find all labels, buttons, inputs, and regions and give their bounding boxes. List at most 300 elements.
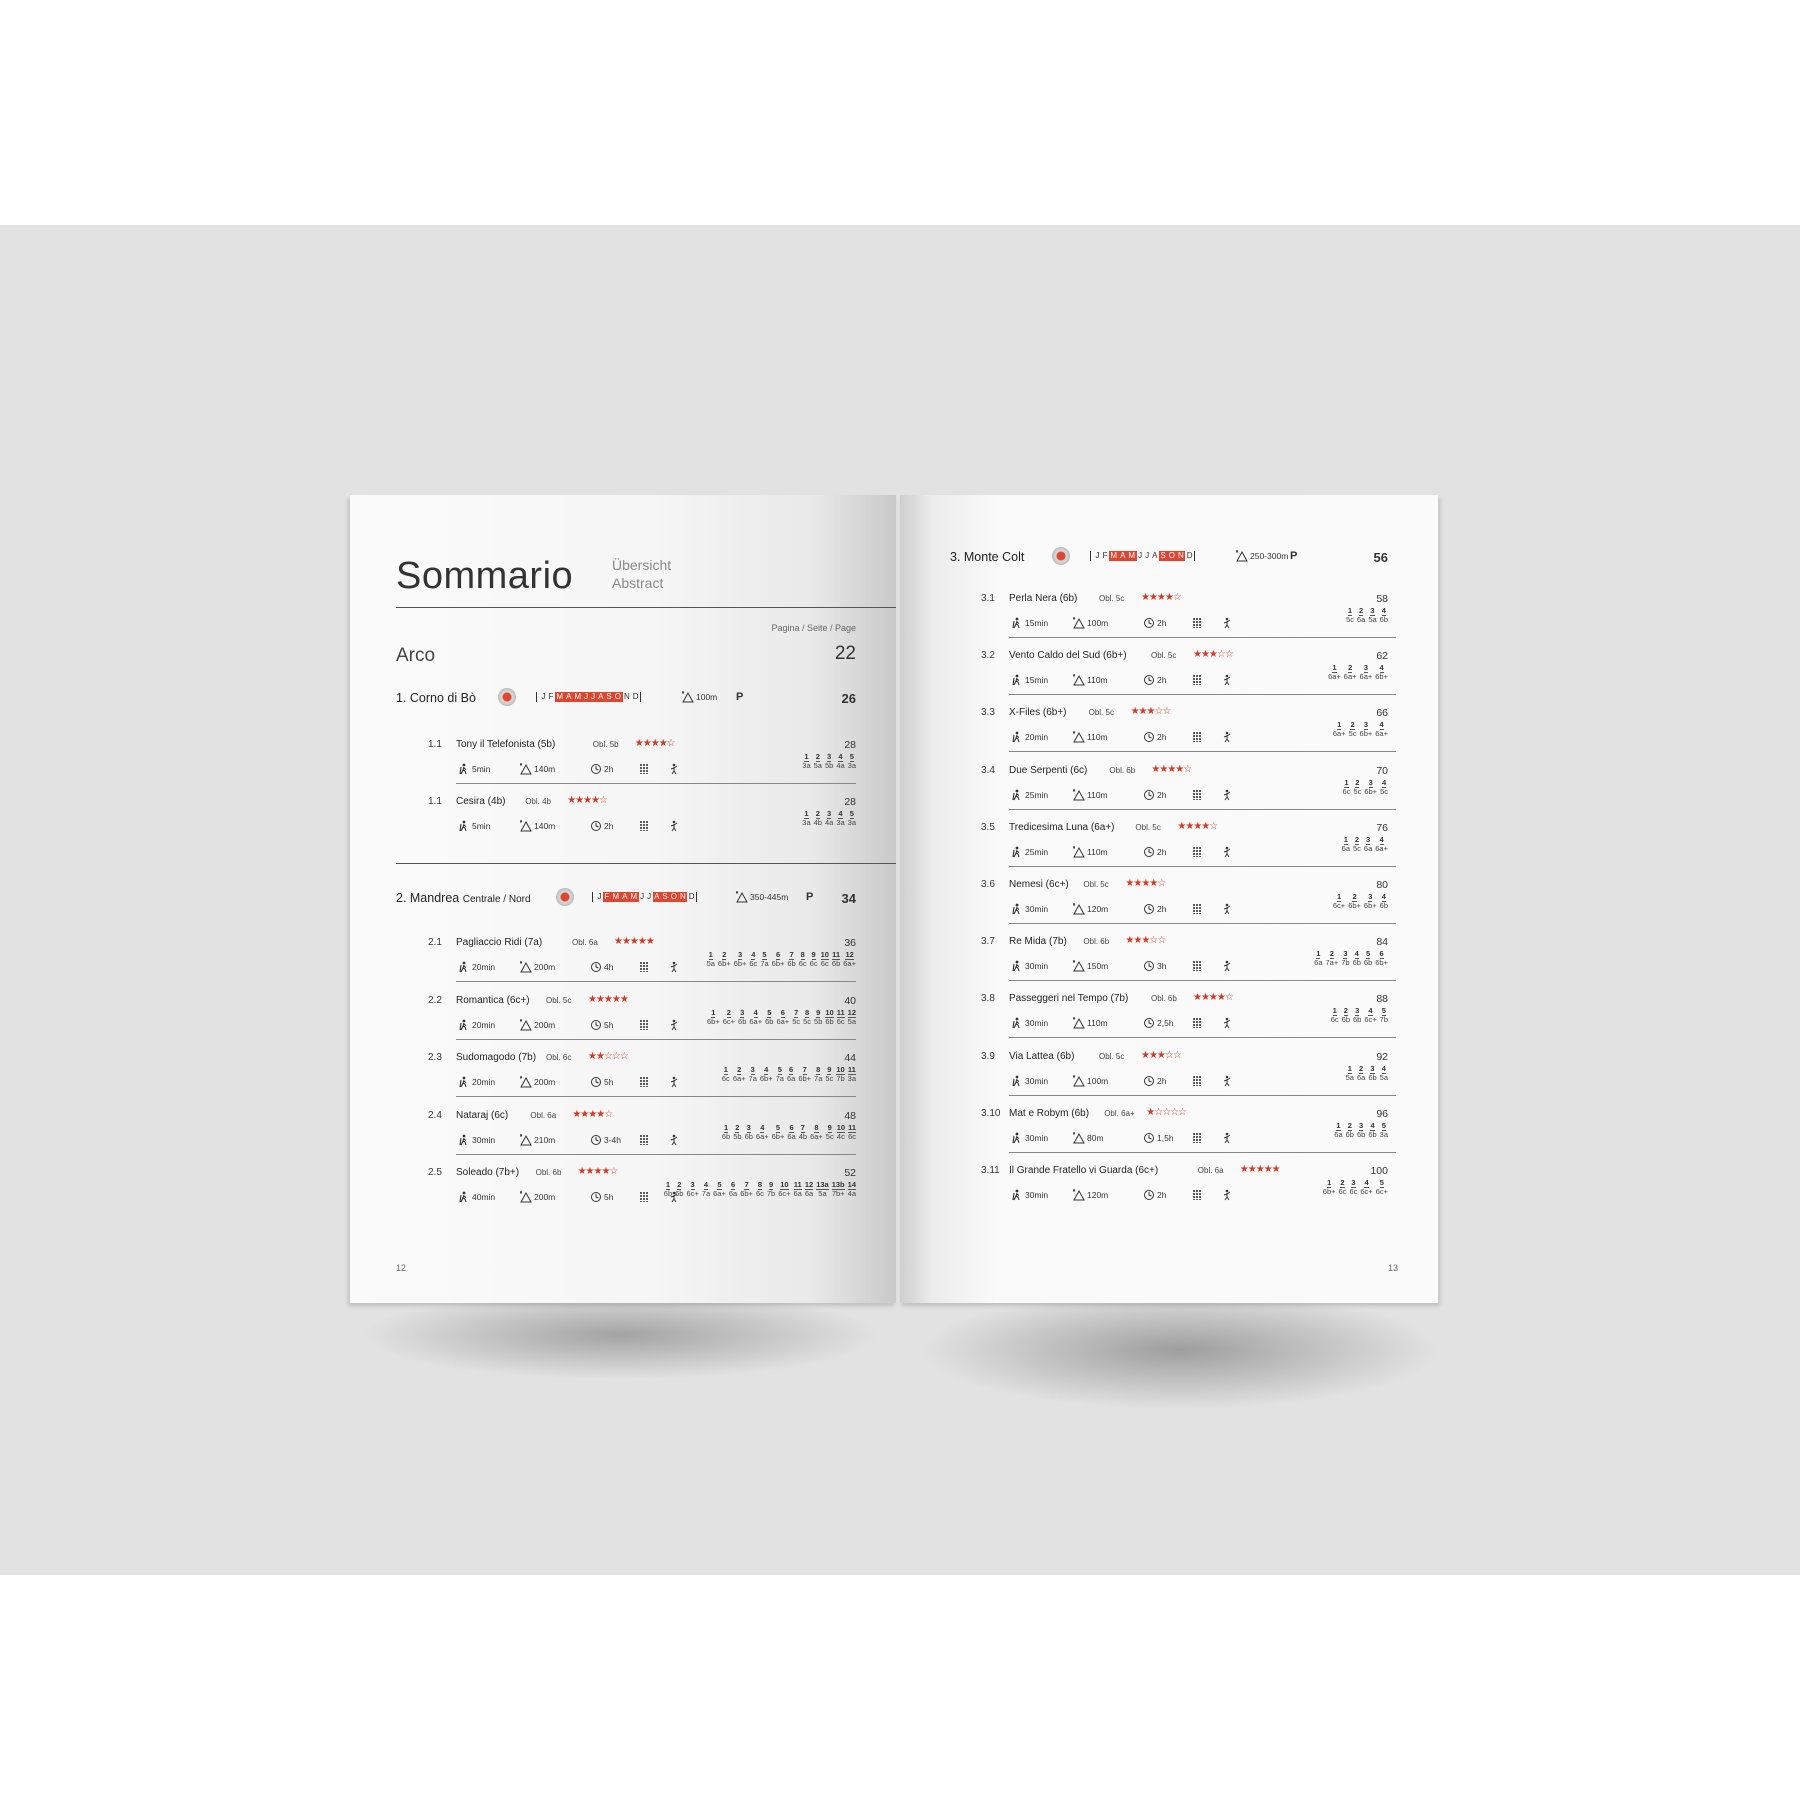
month-good: O bbox=[670, 892, 677, 901]
pitch-grades bbox=[1343, 779, 1389, 796]
pitch-grade bbox=[814, 1009, 822, 1026]
route-name: Via Lattea (6b) bbox=[1009, 1050, 1075, 1062]
route-name: Passeggeri nel Tempo (7b) bbox=[1009, 993, 1129, 1005]
pitch-difficulty: 5a bbox=[813, 761, 822, 770]
pitch-number: 11 bbox=[848, 1122, 856, 1132]
route-separator bbox=[1009, 694, 1396, 695]
pitch-difficulty: 6a bbox=[728, 1189, 738, 1198]
route-height-value: 200m bbox=[534, 1019, 556, 1030]
mandatory-grade: Obl. 5c bbox=[1099, 594, 1125, 603]
pitch-difficulty: 5c bbox=[1353, 843, 1361, 853]
climb-duration-stat bbox=[1143, 674, 1166, 686]
route-height-stat bbox=[1073, 617, 1108, 629]
hiker-icon bbox=[458, 1191, 470, 1203]
route-separator bbox=[1009, 923, 1396, 924]
route-page: 96 bbox=[1376, 1107, 1388, 1120]
wall-height-icon bbox=[1073, 789, 1085, 801]
clock-icon bbox=[1143, 789, 1155, 801]
pitch-grade bbox=[805, 1181, 813, 1198]
pitch-grade bbox=[848, 810, 856, 827]
climb-duration-value: 2h bbox=[1157, 904, 1167, 914]
route-height-stat bbox=[1073, 1017, 1108, 1029]
approach-time-value: 20min bbox=[472, 962, 496, 972]
pitch-difficulty: 5c bbox=[1380, 786, 1388, 796]
pitch-grade bbox=[794, 1181, 802, 1198]
pitch-difficulty: 7a bbox=[814, 1074, 823, 1083]
pitch-difficulty: 5c bbox=[825, 1131, 834, 1141]
pitch-difficulty: 6c bbox=[1330, 1015, 1339, 1025]
wall-height-icon bbox=[520, 961, 532, 973]
route-height-stat bbox=[1073, 674, 1108, 686]
route-height-value: 110m bbox=[1087, 732, 1108, 743]
pitch-number: 5 bbox=[717, 1180, 722, 1189]
route-number: 2.4 bbox=[428, 1109, 442, 1121]
pitch-number: 6 bbox=[780, 1007, 785, 1017]
pitch-difficulty: 6b bbox=[1341, 1015, 1350, 1025]
pitch-number: 6 bbox=[789, 1065, 794, 1074]
pitch-grade bbox=[1357, 607, 1365, 624]
area-name: Arco bbox=[396, 645, 436, 666]
pitch-number: 1 bbox=[723, 1065, 728, 1074]
pitch-grade bbox=[810, 951, 818, 968]
route-height-stat bbox=[1073, 903, 1108, 915]
pitch-number: 7 bbox=[789, 950, 794, 959]
pitch-number: 2 bbox=[1359, 1063, 1364, 1073]
descent-icon bbox=[1221, 1131, 1233, 1143]
route-name: Perla Nera (6b) bbox=[1009, 593, 1078, 604]
pitch-grade bbox=[1380, 607, 1388, 624]
mandatory-grade: Obl. 6a+ bbox=[1104, 1108, 1135, 1118]
left-page bbox=[350, 495, 896, 1303]
pitch-difficulty: 6b+ bbox=[798, 1074, 812, 1083]
month-off: J bbox=[647, 892, 652, 901]
book-shadow-left bbox=[360, 1290, 880, 1380]
pitch-number: 8 bbox=[814, 1122, 819, 1132]
wall-height-icon bbox=[1073, 846, 1085, 858]
pitch-grade bbox=[803, 1009, 811, 1026]
pitch-grade bbox=[836, 1066, 844, 1083]
pitch-number: 1 bbox=[1332, 1006, 1337, 1016]
hiker-icon bbox=[1011, 960, 1023, 972]
wall-height-icon bbox=[1073, 731, 1085, 743]
pitch-difficulty: 3a bbox=[847, 761, 856, 770]
pitch-number: 1 bbox=[1327, 1178, 1332, 1187]
parking-icon bbox=[734, 689, 746, 701]
wall-height-icon bbox=[1073, 903, 1085, 915]
route-separator bbox=[1009, 1095, 1396, 1096]
pitch-difficulty: 4c bbox=[836, 1131, 845, 1141]
wall-height-icon bbox=[520, 1191, 532, 1203]
pitch-number: 4 bbox=[1381, 777, 1387, 787]
mandatory-grade: Obl. 5c bbox=[1088, 708, 1114, 718]
pitch-number: 14 bbox=[847, 1180, 856, 1189]
month-off: D bbox=[688, 892, 695, 901]
route-number: 3.6 bbox=[981, 879, 995, 890]
season-calendar bbox=[536, 692, 644, 702]
mandatory-grade: Obl. 5c bbox=[1099, 1051, 1125, 1061]
route-number: 3.1 bbox=[981, 593, 995, 604]
pitch-number: 4 bbox=[1368, 1006, 1373, 1016]
wall-height-icon bbox=[520, 1076, 532, 1088]
route-name: Due Serpenti (6c) bbox=[1009, 764, 1088, 776]
month-good: O bbox=[614, 692, 621, 701]
route-number: 1.1 bbox=[428, 796, 442, 807]
approach-time-stat bbox=[1011, 846, 1048, 858]
pitch-difficulty: 3a bbox=[1379, 1129, 1388, 1139]
descent-icon bbox=[1221, 902, 1233, 914]
pitch-grade bbox=[1357, 1122, 1365, 1139]
month-off: F bbox=[1102, 551, 1108, 560]
pitch-number: 3 bbox=[1368, 892, 1373, 901]
route-separator bbox=[1009, 637, 1396, 638]
pitch-grade bbox=[749, 1009, 762, 1026]
pitch-grade bbox=[776, 1009, 789, 1026]
pitch-difficulty: 6c+ bbox=[1332, 901, 1346, 910]
pitch-difficulty: 6b+ bbox=[740, 1189, 753, 1198]
month-good: A bbox=[1120, 551, 1126, 560]
descent-icon bbox=[668, 819, 680, 831]
pitch-grade bbox=[722, 1066, 730, 1083]
parking-icon bbox=[804, 889, 816, 901]
route-separator bbox=[456, 981, 856, 982]
route-height-stat bbox=[520, 1191, 555, 1203]
pitch-number: 1 bbox=[711, 1007, 716, 1017]
approach-time-value: 30min bbox=[1025, 1018, 1049, 1029]
pitch-difficulty: 6a+ bbox=[1375, 843, 1388, 853]
pitch-difficulty: 6b bbox=[831, 959, 841, 968]
page-title: Sommario bbox=[396, 555, 574, 597]
pitch-grade bbox=[1376, 1179, 1388, 1196]
pitch-number: 4 bbox=[760, 1122, 765, 1132]
svg-text:P: P bbox=[736, 691, 744, 702]
mandatory-grade: Obl. 6c bbox=[546, 1053, 572, 1062]
star-rating: ★★★☆☆ bbox=[1130, 706, 1171, 718]
pitch-number: 3 bbox=[827, 809, 832, 818]
pitch-difficulty: 4a bbox=[836, 761, 845, 770]
pitch-number: 4 bbox=[1381, 892, 1386, 901]
pitch-difficulty: 6a bbox=[787, 1131, 796, 1141]
pitch-grade bbox=[848, 1066, 856, 1083]
pitch-difficulty: 5c bbox=[803, 1016, 812, 1026]
pitch-grades bbox=[664, 1181, 856, 1198]
route-separator bbox=[1009, 809, 1396, 810]
pitch-difficulty: 6a+ bbox=[1375, 729, 1388, 739]
pitch-number: 6 bbox=[775, 950, 781, 959]
descent-icon bbox=[1221, 1074, 1233, 1086]
pitch-grade bbox=[1375, 721, 1388, 738]
pitch-grade bbox=[707, 951, 715, 968]
pitch-grade bbox=[1353, 779, 1361, 796]
route-height-value: 110m bbox=[1087, 1018, 1108, 1029]
pitch-grade bbox=[1380, 1007, 1388, 1024]
pitch-grades bbox=[722, 1124, 856, 1141]
pitch-difficulty: 6b bbox=[1353, 1015, 1362, 1025]
route-separator bbox=[456, 1154, 856, 1155]
pitch-grades bbox=[1314, 950, 1388, 967]
pitch-grade bbox=[814, 753, 822, 770]
pitch-number: 2 bbox=[737, 1065, 742, 1074]
pitch-difficulty: 6b bbox=[1368, 1072, 1377, 1082]
route-number: 1.1 bbox=[428, 739, 442, 750]
pitch-grade bbox=[826, 1124, 834, 1141]
approach-time-value: 5min bbox=[472, 821, 491, 831]
month-off: D bbox=[632, 692, 639, 701]
pitch-grade bbox=[1368, 607, 1376, 624]
pitch-number: 13a bbox=[816, 1180, 829, 1189]
pitch-number: 12 bbox=[845, 950, 854, 959]
route-height-stat bbox=[1073, 846, 1108, 858]
descent-icon bbox=[1221, 1188, 1233, 1200]
pitch-number: 2 bbox=[1352, 892, 1357, 901]
climb-duration-value: 3h bbox=[1157, 961, 1167, 972]
climb-duration-stat bbox=[1143, 1132, 1174, 1144]
star-rating: ★★★★☆ bbox=[572, 1108, 613, 1120]
hiker-icon bbox=[458, 1134, 470, 1146]
pitch-number: 4 bbox=[1370, 1120, 1375, 1130]
route-page: 44 bbox=[844, 1052, 856, 1064]
route-height-stat bbox=[1073, 960, 1108, 972]
star-rating: ★★★★☆ bbox=[1151, 763, 1192, 775]
pitch-number: 9 bbox=[816, 1007, 821, 1017]
pitch-grade bbox=[1380, 893, 1388, 910]
sector-page: 26 bbox=[841, 691, 856, 706]
pitch-number: 6 bbox=[789, 1122, 794, 1132]
pitch-grade bbox=[848, 1009, 856, 1026]
mandatory-grade: Obl. 5b bbox=[592, 740, 619, 749]
month-off: J bbox=[597, 892, 602, 901]
approach-time-stat bbox=[458, 1134, 495, 1146]
clock-icon bbox=[1143, 1189, 1155, 1201]
climb-duration-stat bbox=[590, 1191, 613, 1203]
pitch-number: 4 bbox=[764, 1065, 769, 1074]
pitch-grade bbox=[802, 753, 810, 770]
pitch-difficulty: 6c+ bbox=[686, 1189, 699, 1198]
pitch-number: 1 bbox=[1316, 949, 1321, 959]
descent-icon bbox=[668, 1018, 680, 1030]
wall-height-icon bbox=[736, 891, 748, 903]
pitch-number: 3 bbox=[1368, 777, 1373, 787]
pitch-difficulty: 6b bbox=[1379, 901, 1388, 910]
pitch-grade bbox=[756, 1181, 764, 1198]
route-height-stat bbox=[1073, 731, 1108, 743]
climb-duration-stat bbox=[590, 961, 613, 973]
pitch-grade bbox=[749, 951, 757, 968]
route-page: 40 bbox=[844, 994, 856, 1007]
pitch-number: 5 bbox=[762, 950, 767, 959]
pitch-grade bbox=[1333, 893, 1345, 910]
pitch-difficulty: 6b bbox=[1379, 615, 1388, 624]
hiker-icon bbox=[458, 1076, 470, 1088]
climb-duration-stat bbox=[1143, 903, 1166, 915]
pitch-number: 2 bbox=[1354, 834, 1360, 844]
pitch-number: 3 bbox=[1366, 834, 1371, 844]
descent-icon bbox=[1221, 673, 1233, 685]
pitch-difficulty: 6b+ bbox=[771, 959, 785, 968]
pitch-difficulty: 6b+ bbox=[1359, 729, 1373, 739]
pitch-number: 8 bbox=[800, 950, 805, 959]
pitch-number: 1 bbox=[708, 950, 713, 959]
pitch-difficulty: 6a+ bbox=[749, 1016, 763, 1026]
mandatory-grade: Obl. 6b bbox=[1109, 765, 1136, 775]
approach-time-stat bbox=[458, 820, 490, 832]
route-page: 62 bbox=[1376, 650, 1388, 663]
pitch-number: 9 bbox=[768, 1180, 774, 1189]
route-number: 3.9 bbox=[981, 1050, 995, 1062]
month-off: J bbox=[541, 692, 546, 701]
pitch-grade bbox=[1353, 1007, 1361, 1024]
month-good: M bbox=[556, 692, 564, 701]
sun-exposure-icon bbox=[1052, 547, 1070, 565]
route-name: Sudomagodo (7b) bbox=[456, 1052, 537, 1063]
pitch-grade bbox=[836, 753, 844, 770]
pitch-number: 1 bbox=[1336, 892, 1342, 901]
pitch-number: 4 bbox=[1379, 834, 1384, 844]
wall-height-icon bbox=[1073, 1189, 1085, 1201]
climb-duration-value: 2h bbox=[1157, 1190, 1167, 1200]
pitch-number: 10 bbox=[780, 1180, 789, 1189]
pitch-number: 12 bbox=[804, 1180, 814, 1189]
climb-duration-value: 1,5h bbox=[1157, 1132, 1174, 1143]
clock-icon bbox=[1143, 1075, 1155, 1087]
pitch-number: 3 bbox=[1343, 949, 1348, 959]
pitch-difficulty: 6c bbox=[1349, 1187, 1358, 1196]
pitch-number: 1 bbox=[723, 1122, 729, 1132]
quickdraw-icon bbox=[1191, 902, 1203, 914]
route-height-value: 100m bbox=[1087, 1075, 1109, 1086]
month-good: F bbox=[604, 892, 610, 901]
pitch-difficulty: 7a bbox=[701, 1189, 711, 1198]
sector-height-value: 250-300m bbox=[1250, 551, 1289, 561]
pitch-grade bbox=[1344, 664, 1357, 681]
route-name: Cesira (4b) bbox=[456, 796, 506, 807]
pitch-grades bbox=[802, 810, 856, 827]
sector-height-stat bbox=[682, 691, 717, 703]
pitch-grade bbox=[1364, 1007, 1376, 1024]
descent-icon bbox=[1221, 788, 1233, 800]
wall-height-icon bbox=[1073, 1075, 1085, 1087]
pitch-difficulty: 5a bbox=[1345, 1072, 1354, 1082]
pitch-number: 1 bbox=[1332, 663, 1337, 673]
pitch-grade bbox=[799, 1124, 807, 1141]
approach-time-value: 25min bbox=[1025, 789, 1049, 800]
climb-duration-value: 5h bbox=[604, 1192, 614, 1202]
pitch-grade bbox=[702, 1181, 710, 1198]
route-number: 2.1 bbox=[428, 937, 442, 948]
month-good: S bbox=[606, 692, 612, 701]
pitch-difficulty: 6b+ bbox=[717, 959, 731, 968]
pitch-grade bbox=[713, 1181, 726, 1198]
route-height-stat bbox=[520, 1134, 555, 1146]
pitch-grade bbox=[772, 1124, 785, 1141]
pitch-grade bbox=[832, 1181, 845, 1198]
book-shadow-right bbox=[920, 1290, 1440, 1410]
climb-duration-stat bbox=[590, 1076, 613, 1088]
pitch-number: 2 bbox=[815, 752, 820, 761]
pitch-grade bbox=[1342, 1007, 1350, 1024]
approach-time-stat bbox=[1011, 789, 1048, 801]
route-height-value: 140m bbox=[534, 764, 556, 774]
route-number: 3.11 bbox=[981, 1165, 1000, 1176]
route-separator bbox=[456, 783, 856, 784]
pitch-difficulty: 7b bbox=[1379, 1015, 1388, 1025]
pitch-number: 4 bbox=[1364, 1178, 1369, 1187]
pitch-grade bbox=[729, 1181, 737, 1198]
climb-duration-value: 5h bbox=[604, 1077, 614, 1087]
pitch-grade bbox=[1333, 721, 1346, 738]
climb-duration-value: 4h bbox=[604, 962, 614, 972]
route-separator bbox=[1009, 1152, 1396, 1153]
pitch-difficulty: 7b bbox=[836, 1074, 845, 1083]
month-good: A bbox=[622, 892, 628, 901]
pitch-grade bbox=[1334, 1122, 1342, 1139]
approach-time-value: 30min bbox=[1025, 961, 1049, 972]
sector-separator bbox=[396, 863, 896, 864]
pitch-number: 3 bbox=[750, 1065, 755, 1074]
route-separator bbox=[1009, 751, 1396, 752]
pitch-difficulty: 5c bbox=[825, 1074, 834, 1083]
route-name: Mat e Robym (6b) bbox=[1009, 1107, 1090, 1119]
pitch-grade bbox=[1343, 779, 1351, 796]
approach-time-value: 40min bbox=[472, 1192, 496, 1202]
climb-duration-value: 2h bbox=[1157, 846, 1167, 857]
route-number: 3.10 bbox=[981, 1107, 1001, 1119]
pitch-grade bbox=[738, 1009, 746, 1026]
climb-duration-value: 2h bbox=[1157, 789, 1167, 800]
sector-height-stat bbox=[1236, 550, 1288, 562]
wall-height-icon bbox=[682, 691, 694, 703]
pitch-grade bbox=[1314, 950, 1322, 967]
route-page: 52 bbox=[844, 1167, 856, 1179]
sector-title: 1. Corno di Bò bbox=[396, 691, 476, 705]
pitch-grade bbox=[778, 1181, 790, 1198]
season-calendar bbox=[592, 892, 700, 902]
month-good: M bbox=[1128, 551, 1136, 560]
month-good: M bbox=[1110, 551, 1118, 560]
route-page: 28 bbox=[844, 796, 856, 808]
pitch-number: 3 bbox=[746, 1122, 751, 1132]
calendar-border bbox=[1194, 551, 1198, 561]
climb-duration-value: 2h bbox=[604, 764, 614, 774]
pitch-difficulty: 3a bbox=[847, 1074, 856, 1083]
pitch-number: 13b bbox=[831, 1180, 845, 1189]
quickdraw-icon bbox=[1191, 788, 1203, 800]
pitch-number: 5 bbox=[775, 1122, 781, 1132]
pitch-grade bbox=[1346, 1122, 1354, 1139]
month-good: M bbox=[630, 892, 638, 901]
pitch-number: 10 bbox=[825, 1007, 834, 1017]
pitch-grades bbox=[1328, 664, 1388, 681]
star-rating: ★★★★★ bbox=[588, 993, 628, 1005]
pitch-difficulty: 6c bbox=[848, 1131, 856, 1141]
quickdraw-icon bbox=[638, 819, 650, 831]
route-number: 2.2 bbox=[428, 994, 442, 1006]
clock-icon bbox=[1143, 846, 1155, 858]
pitch-number: 3 bbox=[1363, 663, 1368, 673]
route-name: Nemesi (6c+) bbox=[1009, 879, 1069, 890]
pitch-number: 2 bbox=[1347, 1120, 1352, 1130]
hiker-icon bbox=[1011, 903, 1023, 915]
pitch-grade bbox=[810, 1124, 823, 1141]
pitch-number: 11 bbox=[832, 950, 841, 959]
pitch-grade bbox=[802, 810, 810, 827]
sector-height-value: 350-445m bbox=[750, 892, 789, 902]
hiker-icon bbox=[1011, 731, 1023, 743]
route-page: 88 bbox=[1376, 993, 1388, 1006]
climb-duration-stat bbox=[590, 820, 613, 832]
pitch-difficulty: 3a bbox=[847, 818, 856, 827]
pitch-difficulty: 6c bbox=[721, 1074, 730, 1083]
route-page: 80 bbox=[1376, 879, 1388, 891]
